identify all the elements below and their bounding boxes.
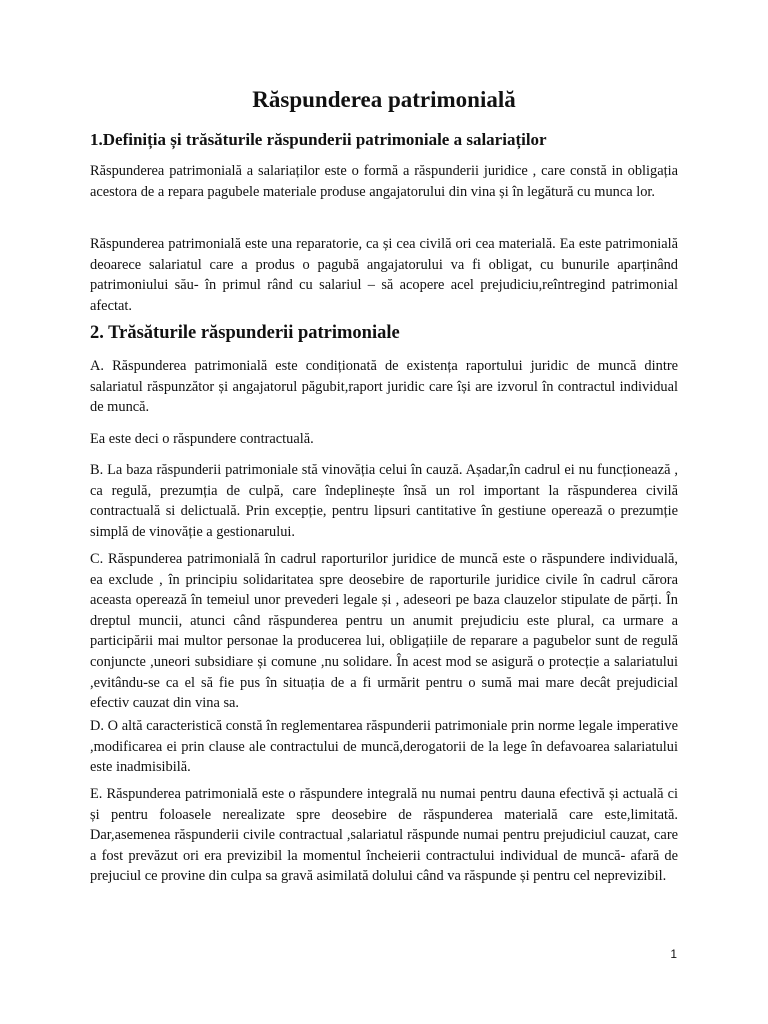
page-number: 1 xyxy=(670,947,677,961)
paragraph-definition: Răspunderea patrimonială a salariaților este o formă a răspunderii juridice , care constă in obligația acestora de a repara pagubele materiale produse angajatorului din vina și în legătură cu munca lor. xyxy=(90,163,678,200)
section-heading-traits: 2. Trăsăturile răspunderii patrimoniale xyxy=(90,323,400,343)
section-heading-definition: 1.Definiția și trăsăturile răspunderii patrimoniale a salariaților xyxy=(90,130,547,149)
paragraph-reparatory: Răspunderea patrimonială este una reparatorie, ca și cea civilă ori cea materială. Ea este patrimonială deoarece salariatul care a produs o pagubă angajatorului va fi obligat, cu bunurile aparținând patrimoniului său- în primul rând cu salariul – să acopere acel prejudiciu,reîntregind patrimonial afectat. xyxy=(90,236,678,314)
paragraph-contractual: Ea este deci o răspundere contractuală. xyxy=(90,431,314,447)
paragraph-trait-d: D. O altă caracteristică constă în reglementarea răspunderii patrimoniale prin norme legale imperative ,modificarea ei prin clause ale contractului de muncă,derogatorii de la lege în defavoarea salariatului este inadmisibilă. xyxy=(90,718,678,776)
paragraph-trait-a: A. Răspunderea patrimonială este condiționată de existența raportului juridic de muncă dintre salariatul răspunzător și angajatorul păgubit,raport juridic care își are izvorul în contractul individual de muncă. xyxy=(90,358,678,416)
paragraph-trait-e: E. Răspunderea patrimonială este o răspundere integrală nu numai pentru dauna efectivă și actuală ci și pentru foloasele nerealizate spre deosebire de răspunderea materială care este,limitată. Dar,asemenea răspunderii civile contractual ,salariatul răspunde numai pentru prejudiciul cauzat, care a fost prevăzut ori era previzibil la momentul încheierii contractului individual de muncă- afară de prejuciul ce provine din culpa sa gravă asimilată dolului când va răspunde și pentru cel neprevizibil. xyxy=(90,786,678,885)
paragraph-trait-b: B. La baza răspunderii patrimoniale stă vinovăția celui în cauză. Așadar,în cadrul ei nu funcționează , ca regulă, prezumția de culpă, care îndeplinește însă un rol important la răspunderea civilă contractuală si delictuală. Prin excepție, pentru lipsuri cantitative în gestiune operează o prezumție simplă de vinovăție a gestionarului. xyxy=(90,462,678,540)
document-title: Răspunderea patrimonială xyxy=(252,87,516,112)
paragraph-trait-c: C. Răspunderea patrimonială în cadrul raporturilor juridice de muncă este o răspundere individuală, ea exclude , în principiu solidaritatea spre deosebire de raporturile juridice civile în cadrul cărora aceasta operează în temeiul unor prevederi legale și , adeseori pe baza clauzelor stipulate de părți. În dreptul muncii, atunci când răspunderea pentru un anumit prejudiciu este plural, ca urmare a participării mai multor personae la producerea lui, obligațiile de reparare a pagubelor sunt de regulă conjuncte ,uneori subsidiare și comune ,nu solidare. În acest mod se asigură o protecție a salariatului ,evitându-se ca el să fie pus în situația de a fi urmărit pentru o sumă mai mare decât prejudicial efectiv cauzat din vina sa. xyxy=(90,551,678,712)
